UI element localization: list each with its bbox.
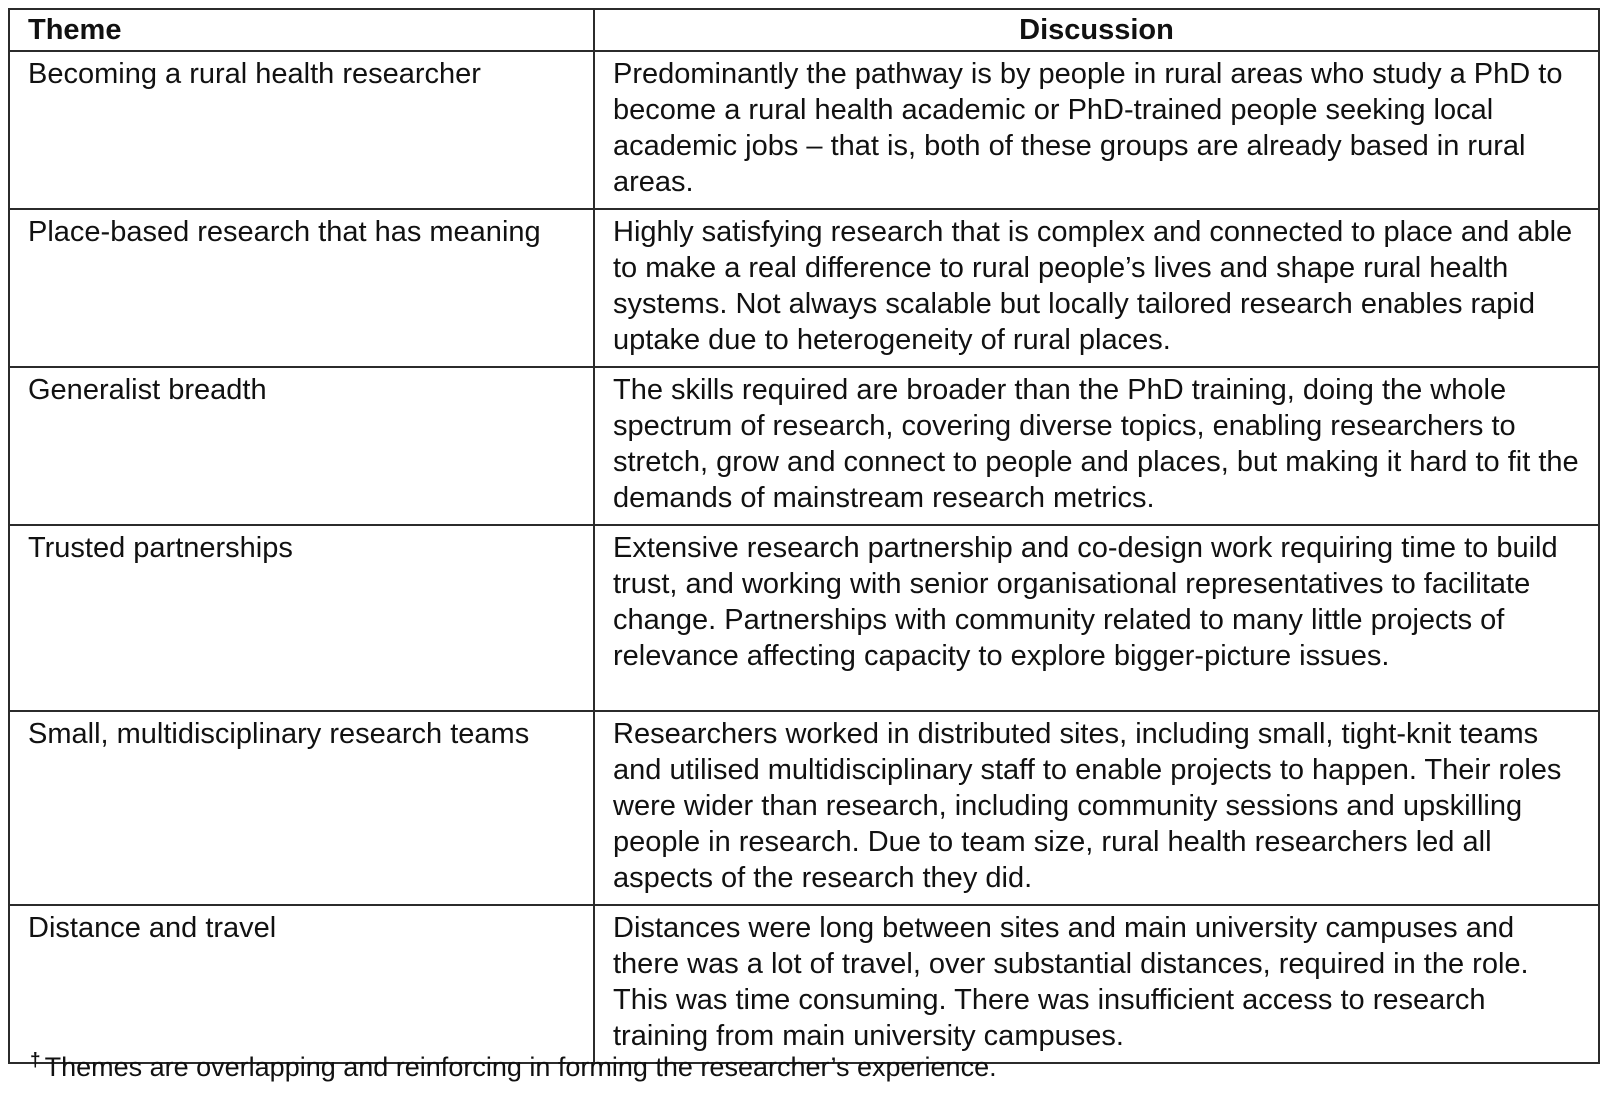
footnote-marker: †: [30, 1050, 41, 1071]
theme-cell: Trusted partnerships: [9, 525, 594, 711]
footnote-text: Themes are overlapping and reinforcing in forming the researcher’s experience.: [44, 1052, 997, 1082]
theme-cell: Becoming a rural health researcher: [9, 51, 594, 209]
theme-cell: Place-based research that has meaning: [9, 209, 594, 367]
table-row: [9, 51, 1599, 209]
table-row: [9, 367, 1599, 525]
table-row: [9, 711, 1599, 905]
header-row: [9, 9, 1599, 51]
table-row: [9, 905, 1599, 1063]
discussion-cell: Extensive research partnership and co-design work requiring time to build trust, and working with senior organisational representatives to facilitate change. Partnerships with community related to many little projects of relevance affecting capacity to explore bigger-picture issues.: [594, 525, 1599, 711]
table-row: [9, 525, 1599, 711]
theme-cell: Small, multidisciplinary research teams: [9, 711, 594, 905]
discussion-cell: Distances were long between sites and main university campuses and there was a lot of travel, over substantial distances, required in the role. This was time consuming. There was insufficient access to research training from main university campuses.: [594, 905, 1599, 1063]
header-discussion: Discussion: [594, 9, 1599, 51]
header-theme: Theme: [9, 9, 594, 51]
theme-cell: Distance and travel: [9, 905, 594, 1063]
discussion-cell: Predominantly the pathway is by people in rural areas who study a PhD to become a rural health academic or PhD-trained people seeking local academic jobs – that is, both of these groups are already based in rural areas.: [594, 51, 1599, 209]
themes-table: [8, 8, 1600, 1064]
footnote: [30, 1045, 997, 1083]
discussion-cell: Highly satisfying research that is complex and connected to place and able to make a real difference to rural people’s lives and shape rural health systems. Not always scalable but locally tailored research enables rapid uptake due to heterogeneity of rural places.: [594, 209, 1599, 367]
theme-cell: Generalist breadth: [9, 367, 594, 525]
table-row: [9, 209, 1599, 367]
discussion-cell: The skills required are broader than the PhD training, doing the whole spectrum of research, covering diverse topics, enabling researchers to stretch, grow and connect to people and places, but making it hard to fit the demands of mainstream research metrics.: [594, 367, 1599, 525]
discussion-cell: Researchers worked in distributed sites, including small, tight-knit teams and utilised multidisciplinary staff to enable projects to happen. Their roles were wider than research, including community sessions and upskilling people in research. Due to team size, rural health researchers led all aspects of the research they did.: [594, 711, 1599, 905]
